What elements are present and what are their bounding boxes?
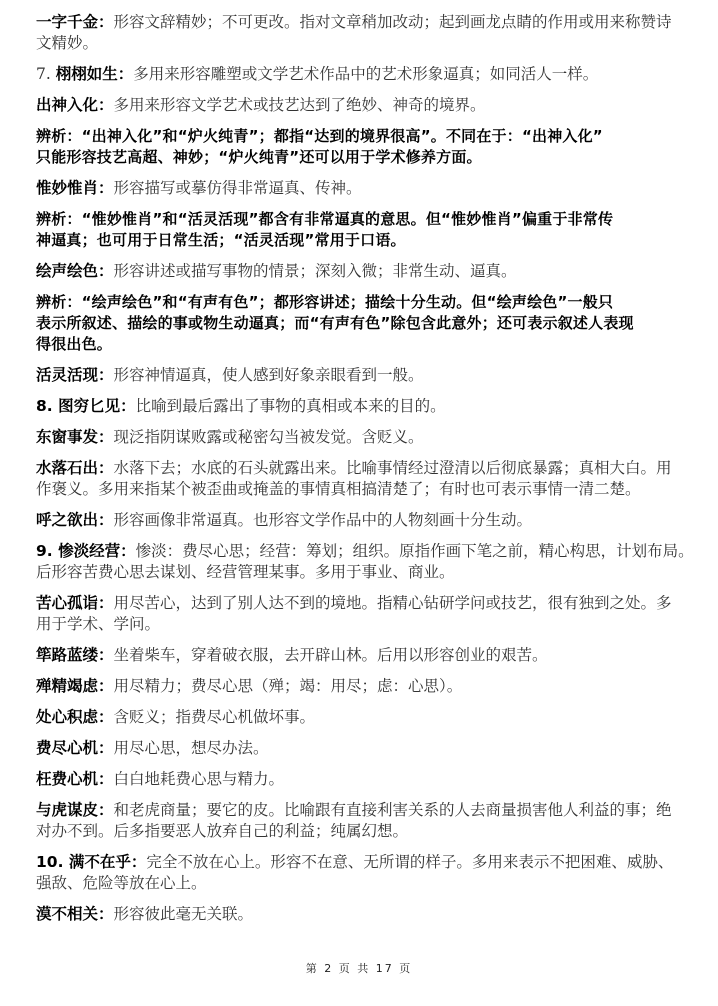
idiom-entry [36, 738, 686, 759]
analysis-text: 表示所叙述、描绘的事或物生动逼真；而“有声有色”除包含此意外；还可表示叙述人表现 [36, 314, 634, 332]
idiom-term: 呼之欲出： [36, 511, 114, 529]
definition-text: 形容描写或摹仿得非常逼真、传神。 [113, 179, 362, 197]
page-footer [0, 960, 718, 976]
text-line [36, 614, 686, 635]
definition-text: 白白地耗费心思与精力。 [113, 770, 285, 788]
idiom-term: 费尽心机： [36, 739, 114, 757]
text-line [36, 12, 686, 33]
idiom-entry [36, 707, 686, 728]
idiom-term: 与虎谋皮： [36, 801, 114, 819]
idiom-entry [36, 12, 686, 54]
text-line [36, 821, 686, 842]
idiom-term: 出神入化： [36, 96, 114, 114]
definition-text: 水落下去；水底的石头就露出来。比喻事情经过澄清以后彻底暴露；真相大白。用 [113, 459, 672, 477]
idiom-term: 殚精竭虑： [36, 677, 114, 695]
analysis-paragraph [36, 126, 686, 168]
definition-text: 形容画像非常逼真。也形容文学作品中的人物刻画十分生动。 [113, 511, 533, 529]
definition-text: 多用来形容雕塑或文学艺术作品中的艺术形象逼真；如同活人一样。 [133, 65, 599, 83]
idiom-entry [36, 852, 686, 894]
idiom-term: 苦心孤诣： [36, 594, 114, 612]
text-line [36, 147, 686, 168]
definition-text: 形容彼此毫无关联。 [113, 905, 254, 923]
definition-text: 惨淡：费尽心思；经营：筹划；组织。原指作画下笔之前，精心构思，计划布局。 [135, 542, 694, 560]
analysis-text: 辨析：“绘声绘色”和“有声有色”；都形容讲述；描绘十分生动。但“绘声绘色”一般只 [36, 293, 614, 311]
definition-text: 含贬义；指费尽心机做坏事。 [113, 708, 316, 726]
idiom-entry [36, 261, 686, 282]
idiom-term: 东窗事发： [36, 428, 114, 446]
idiom-entry [36, 396, 686, 417]
idiom-term: 漠不相关： [36, 905, 114, 923]
idiom-term: 活灵活现： [36, 366, 114, 384]
idiom-term: 惟妙惟肖： [36, 179, 114, 197]
definition-text: 用尽苦心，达到了别人达不到的境地。指精心钻研学问或技艺，很有独到之处。多 [113, 594, 672, 612]
definition-text: 坐着柴车，穿着破衣服，去开辟山林。后用以形容创业的艰苦。 [113, 646, 548, 664]
definition-text: 对办不到。后多指要恶人放弃自己的利益；纯属幻想。 [36, 822, 409, 840]
text-line [36, 209, 686, 230]
text-line [36, 261, 686, 282]
text-line [36, 33, 686, 54]
text-line [36, 852, 686, 873]
definition-text: 强敌、危险等放在心上。 [36, 874, 207, 892]
definition-text: 和老虎商量；要它的皮。比喻跟有直接利害关系的人去商量损害他人利益的事；绝 [113, 801, 672, 819]
definition-text: 后形容苦费心思去谋划、经营管理某事。多用于事业、商业。 [36, 563, 455, 581]
idiom-entry [36, 645, 686, 666]
idiom-entry [36, 427, 686, 448]
analysis-text: 辨析：“惟妙惟肖”和“活灵活现”都含有非常逼真的意思。但“惟妙惟肖”偏重于非常传 [36, 210, 614, 228]
definition-text: 形容神情逼真，使人感到好象亲眼看到一般。 [113, 366, 424, 384]
idiom-entry [36, 510, 686, 531]
text-line [36, 427, 686, 448]
definition-text: 用尽精力；费尽心思（殚；竭：用尽；虑：心思）。 [113, 677, 463, 695]
idiom-term: 枉费心机： [36, 770, 114, 788]
text-line [36, 230, 686, 251]
idiom-term: 水落石出： [36, 459, 114, 477]
idiom-term: 8. 图穷匕见： [36, 397, 136, 415]
text-line [36, 64, 686, 85]
text-line [36, 292, 686, 313]
definition-text: 形容讲述或描写事物的情景；深刻入微；非常生动、逼真。 [113, 262, 517, 280]
idiom-entry [36, 904, 686, 925]
idiom-entry [36, 800, 686, 842]
text-line [36, 904, 686, 925]
text-line [36, 676, 686, 697]
definition-text: 完全不放在心上。形容不在意、无所谓的样子。多用来表示不把困难、威胁、 [146, 853, 674, 871]
text-line [36, 95, 686, 116]
analysis-text: 得很出色。 [36, 335, 113, 353]
text-line [36, 873, 686, 894]
definition-text: 作褒义。多用来指某个被歪曲或掩盖的事情真相搞清楚了；有时也可表示事情一清二楚。 [36, 480, 641, 498]
idiom-term: 10. 满不在乎： [36, 853, 147, 871]
idiom-entry [36, 64, 686, 85]
idiom-entry [36, 593, 686, 635]
idiom-term: 筚路蓝缕： [36, 646, 114, 664]
text-line [36, 126, 686, 147]
idiom-entry [36, 676, 686, 697]
idiom-term: 栩栩如生： [55, 65, 134, 83]
text-line [36, 365, 686, 386]
idiom-entry [36, 178, 686, 199]
text-line [36, 562, 686, 583]
analysis-text: 只能形容技艺高超、神妙；“炉火纯青”还可以用于学术修养方面。 [36, 148, 482, 166]
analysis-paragraph [36, 292, 686, 355]
text-line [36, 738, 686, 759]
idiom-entry [36, 95, 686, 116]
text-line [36, 510, 686, 531]
definition-text: 现泛指阴谋败露或秘密勾当被发觉。含贬义。 [113, 428, 424, 446]
definition-text: 用尽心思，想尽办法。 [113, 739, 269, 757]
idiom-term: 处心积虑： [36, 708, 114, 726]
definition-text: 文精妙。 [36, 34, 99, 52]
analysis-paragraph [36, 209, 686, 251]
text-line [36, 645, 686, 666]
idiom-term: 绘声绘色： [36, 262, 114, 280]
definition-text: 多用来形容文学艺术或技艺达到了绝妙、神奇的境界。 [113, 96, 486, 114]
analysis-text: 辨析：“出神入化”和“炉火纯青”；都指“达到的境界很高”。不同在于：“出神入化” [36, 127, 603, 145]
idiom-entry [36, 541, 694, 583]
definition-text: 用于学术、学问。 [36, 615, 161, 633]
text-line [36, 707, 686, 728]
idiom-term: 9. 惨淡经营： [36, 542, 136, 560]
idiom-term: 一字千金： [36, 13, 114, 31]
text-line [36, 458, 686, 479]
text-line [36, 479, 686, 500]
text-line [36, 800, 686, 821]
definition-text: 比喻到最后露出了事物的真相或本来的目的。 [135, 397, 446, 415]
text-line [36, 334, 686, 355]
text-line [36, 541, 694, 562]
idiom-entry [36, 365, 686, 386]
text-line [36, 593, 686, 614]
text-line [36, 396, 686, 417]
idiom-entry [36, 769, 686, 790]
text-line [36, 769, 686, 790]
document-page [36, 12, 694, 935]
page-number-label: 第 2 页 共 17 页 [305, 962, 413, 975]
text-line [36, 313, 686, 334]
text-line [36, 178, 686, 199]
entry-number: 7. [36, 65, 56, 83]
idiom-entry [36, 458, 686, 500]
definition-text: 形容文辞精妙；不可更改。指对文章稍加改动；起到画龙点睛的作用或用来称赞诗 [113, 13, 672, 31]
analysis-text: 神逼真；也可用于日常生活；“活灵活现”常用于口语。 [36, 231, 406, 249]
